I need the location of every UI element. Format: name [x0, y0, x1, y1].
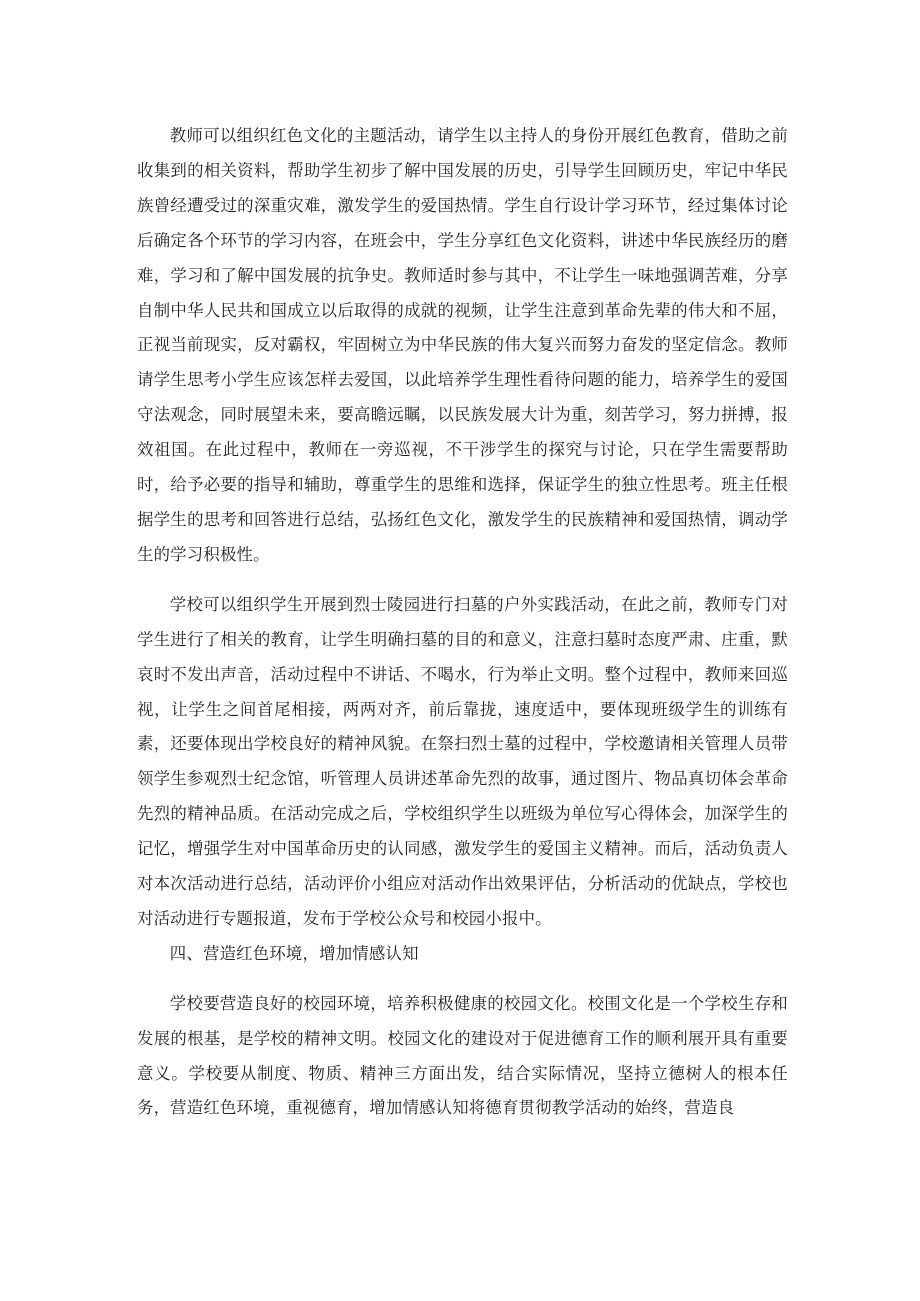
- paragraph-red-culture-theme-activity: 教师可以组织红色文化的主题活动，请学生以主持人的身份开展红色教育，借助之前收集到的相关资料，帮助学生初步了解中国发展的历史，引导学生回顾历史，牢记中华民族曾经遭受过的深重灾难，激发学生的爱国热情。学生自行设计学习环节，经过集体讨论后确定各个环节的学习内容，在班会中，学生分享红色文化资料，讲述中华民族经历的磨难，学习和了解中国发展的抗争史。教师适时参与其中，不让学生一味地强调苦难，分享自制中华人民共和国成立以后取得的成就的视频，让学生注意到革命先辈的伟大和不屈，正视当前现实，反对霸权，牢固树立为中华民族的伟大复兴而努力奋发的坚定信念。教师请学生思考小学生应该怎样去爱国，以此培养学生理性看待问题的能力，培养学生的爱国守法观念，同时展望未来，要高瞻远瞩，以民族发展大计为重，刻苦学习，努力拼搏，报效祖国。在此过程中，教师在一旁巡视，不干涉学生的探究与讨论，只在学生需要帮助时，给予必要的指导和辅助，尊重学生的思维和选择，保证学生的独立性思考。班主任根据学生的思考和回答进行总结，弘扬红色文化，激发学生的民族精神和爱国热情，调动学生的学习积极性。: [137, 126, 788, 564]
- paragraph-campus-environment: 学校要营造良好的校园环境，培养积极健康的校园文化。校围文化是一个学校生存和发展的根基，是学校的精神文明。校园文化的建设对于促进德育工作的顺利展开具有重要意义。学校要从制度、物质、精神三方面出发，结合实际情况，坚持立德树人的根本任务，营造红色环境，重视德育，增加情感认知将德育贯彻教学活动的始终，营造良: [137, 993, 788, 1118]
- paragraph-martyrs-cemetery-activity: 学校可以组织学生开展到烈士陵园进行扫墓的户外实践活动，在此之前，教师专门对学生进行了相关的教育，让学生明确扫墓的目的和意义，注意扫墓时态度严肃、庄重，默哀时不发出声音，活动过程中不讲话、不喝水，行为举止文明。整个过程中，教师来回巡视，让学生之间首尾相接，两两对齐，前后靠拢，速度适中，要体现班级学生的训练有素，还要体现出学校良好的精神风貌。在祭扫烈士墓的过程中，学校邀请相关管理人员带领学生参观烈士纪念馆，听管理人员讲述革命先烈的故事，通过图片、物品真切体会革命先烈的精神品质。在活动完成之后，学校组织学生以班级为单位写心得体会，加深学生的记忆，增强学生对中国革命历史的认同感，激发学生的爱国主义精神。而后，活动负责人对本次活动进行总结，活动评价小组应对活动作出效果评估，分析活动的优缺点，学校也对活动进行专题报道，发布于学校公众号和校园小报中。: [137, 594, 788, 928]
- section-heading-four: 四、营造红色环境，增加情感认知: [169, 943, 419, 963]
- document-body: [137, 119, 788, 1126]
